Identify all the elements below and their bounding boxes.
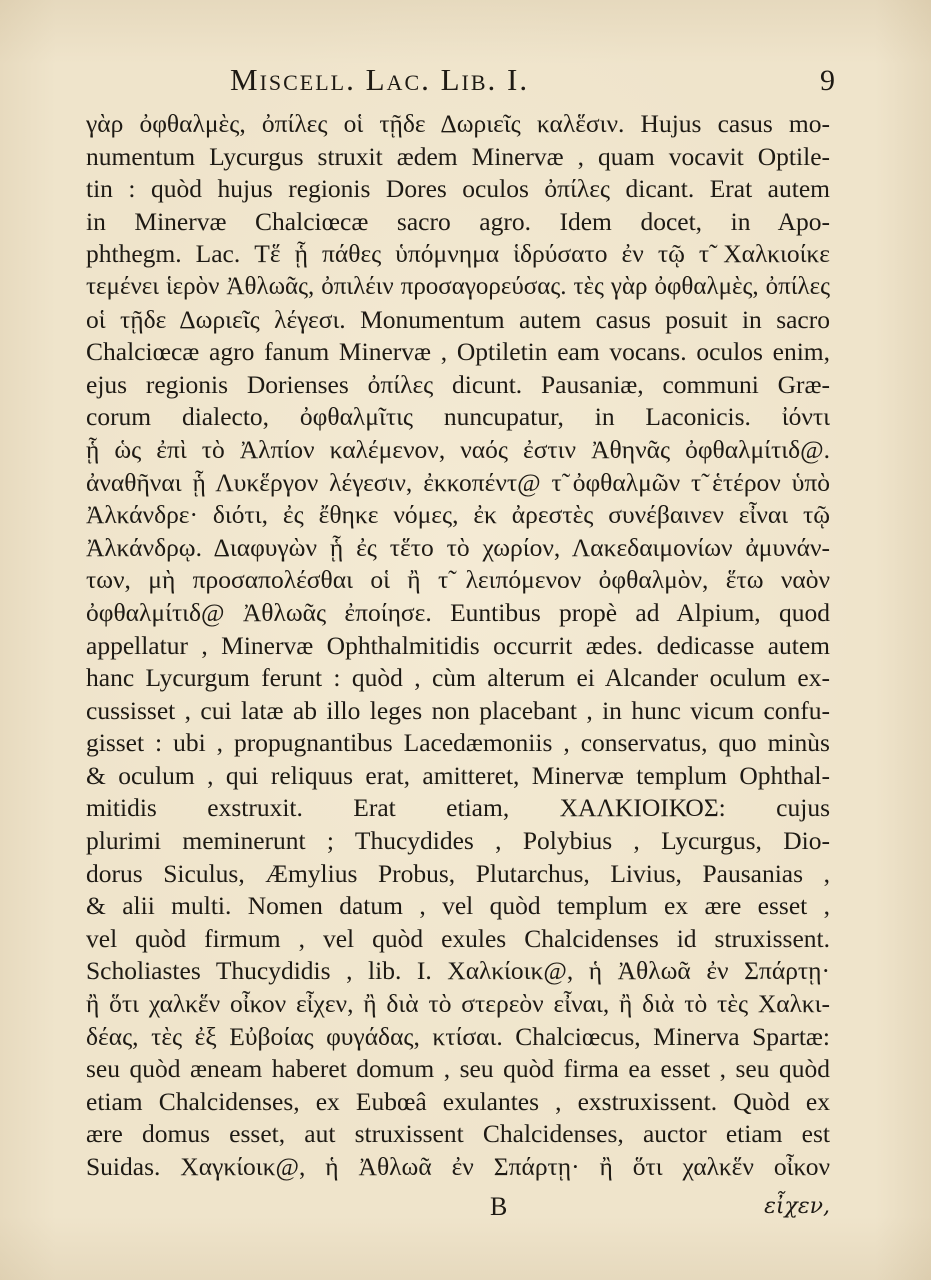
text-line: τεμένει ἱερὸν Ἀθλωᾶς, ὀπιλέιν προσαγορεύσας. τὲς γὰρ ὀφθαλμὲς, ὀπίλες — [86, 272, 830, 300]
page-number: 9 — [820, 64, 835, 97]
text-line: plurimi meminerunt ; Thucydides , Polybius , Lycurgus, Dio- — [86, 826, 830, 856]
text-line: dorus Siculus, Æmylius Probus, Plutarchus, Livius, Pausanias , — [86, 858, 830, 888]
text-line: δέας, τὲς ἐξ Εὐβοίας φυγάδας, κτίσαι. Chalciœcus, Minerva Spartæ: — [86, 1021, 830, 1051]
text-line: Suidas. Χαγκίοικ@, ἡ Ἀθλωᾶ ἐν Σπάρτῃ· ἢ ὅτι χαλκἕν οἶκον — [86, 1152, 830, 1181]
text-line: numentum Lycurgus struxit ædem Minervæ , quam vocavit Optile- — [86, 141, 830, 171]
text-line: Ἀλκάνδρε· διότι, ἐς ἔθηκε νόμες, ἐκ ἀρεστὲς συνέβαινεν εἶναι τῷ — [86, 500, 830, 530]
text-line: etiam Chalcidenses, ex Eubœâ exulantes , exstruxissent. Quòd ex — [86, 1086, 830, 1116]
text-line: cussisset , cui latæ ab illo leges non placebant , in hunc vicum confu- — [86, 695, 830, 725]
text-line: & alii multi. Nomen datum , vel quòd templum ex ære esset , — [86, 891, 830, 921]
page-footer — [86, 1192, 830, 1232]
text-line: hanc Lycurgum ferunt : quòd , cùm alterum ei Alcander oculum ex- — [86, 663, 830, 693]
signature-mark: B — [490, 1192, 508, 1221]
text-line: gisset : ubi , propugnantibus Lacedæmoniis , conservatus, quo minùs — [86, 728, 830, 758]
text-line: οἱ τῇδε Δωριεῖς λέγεσι. Monumentum autem casus posuit in sacro — [86, 304, 830, 334]
text-line: Chalciœcæ agro fanum Minervæ , Optiletin eam vocans. oculos enim, — [86, 337, 830, 367]
text-line: mitidis exstruxit. Erat etiam, ΧΑΛΚΙΟΙΚΟΣ: cujus — [86, 793, 830, 823]
text-line: corum dialecto, ὀφθαλμῖτις nuncupatur, in Laconicis. ἰόντι — [86, 402, 830, 432]
text-line: in Minervæ Chalciœcæ sacro agro. Idem docet, in Apo- — [86, 206, 830, 236]
page-header — [80, 62, 835, 102]
text-line: vel quòd firmum , vel quòd exules Chalcidenses id struxissent. — [86, 923, 830, 953]
text-line: tin : quòd hujus regionis Dores oculos ὀπίλες dicant. Erat autem — [86, 174, 830, 204]
text-line: seu quòd æneam haberet domum , seu quòd firma ea esset , seu quòd — [86, 1054, 830, 1084]
text-line: appellatur , Minervæ Ophthalmitidis occurrit ædes. dedicasse autem — [86, 630, 830, 660]
running-head: Miscell. Lac. Lib. I. — [230, 62, 530, 97]
catchword: εἶχεν, — [764, 1194, 830, 1219]
text-line: ejus regionis Dorienses ὀπίλες dicunt. Pausaniæ, communi Græ- — [86, 369, 830, 399]
text-line: phthegm. Lac. Τἕ ᾗ πάθες ὑπόμνημα ἱδρύσατο ἐν τῷ τ̃ Χαλκιοίκε — [86, 239, 830, 269]
text-line: Ἀλκάνδρῳ. Διαφυγὼν ᾗ ἐς τἕτο τὸ χωρίον, Λακεδαιμονίων ἀμυνάν- — [86, 532, 830, 562]
text-line: ὀφθαλμίτιδ@ Ἀθλωᾶς ἐποίησε. Euntibus propè ad Alpium, quod — [86, 597, 830, 627]
text-line: ære domus esset, aut struxissent Chalcidenses, auctor etiam est — [86, 1119, 830, 1149]
text-line: των, μὴ προσαπολέσθαι οἱ ἢ τ̃ λειπόμενον ὀφθαλμὸν, ἕτω ναὸν — [86, 565, 830, 595]
text-line: γὰρ ὀφθαλμὲς, ὀπίλες οἱ τῇδε Δωριεῖς καλἕσιν. Hujus casus mo- — [86, 109, 830, 138]
text-line: ᾗ ὡς ἐπὶ τὸ Ἀλπίον καλέμενον, ναός ἐστιν Ἀθηνᾶς ὀφθαλμίτιδ@. — [86, 434, 830, 464]
text-line: ἢ ὅτι χαλκἕν οἶκον εἶχεν, ἢ διὰ τὸ στερεὸν εἶναι, ἢ διὰ τὸ τὲς Χαλκι- — [86, 989, 830, 1019]
text-line: ἀναθῆναι ᾗ Λυκἕργον λέγεσιν, ἐκκοπέντ@ τ̃ ὀφθαλμῶν τ̃ ἑτέρον ὑπὸ — [86, 467, 830, 497]
text-line: & oculum , qui reliquus erat, amitteret, Minervæ templum Ophthal- — [86, 760, 830, 790]
text-line: Scholiastes Thucydidis , lib. I. Χαλκίοικ@, ἡ Ἀθλωᾶ ἐν Σπάρτῃ· — [86, 956, 830, 986]
body-text — [86, 108, 830, 1184]
